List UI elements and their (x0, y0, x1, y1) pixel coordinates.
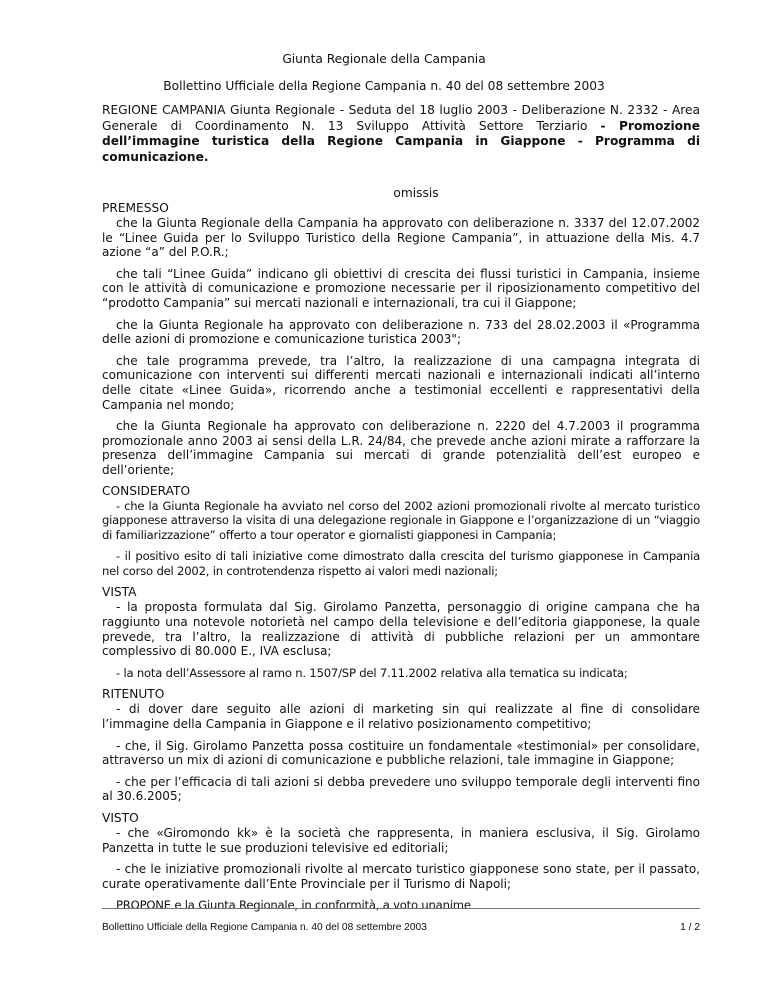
paragraph: - la nota dell’Assessore al ramo n. 1507/SP del 7.11.2002 relativa alla tematica su indicata; (116, 665, 628, 680)
paragraph-propone: PROPONE e la Giunta Regionale, in conformità, a voto unanime (116, 898, 471, 913)
page-number: 1 / 2 (680, 922, 700, 933)
deliberation-heading-text: REGIONE CAMPANIA Giunta Regionale - Seduta del 18 luglio 2003 - Deliberazione N. 2332 - Area Generale di Coordinamento N. 13 Sviluppo Attività Settore Terziario (102, 103, 700, 133)
section-ritenuto: RITENUTO (102, 687, 165, 702)
paragraph: che la Giunta Regionale della Campania ha approvato con deliberazione n. 3337 del 12.07.2002 le “Linee Guida per lo Sviluppo Turistico della Regione Campania”, in attuazione della Mis. 4.7 azione “a” del P.O.R.; (102, 216, 700, 260)
section-visto: VISTO (102, 811, 139, 825)
omissis-label: omissis (393, 186, 439, 200)
section-premesso: PREMESSO (102, 201, 169, 215)
deliberation-subject: - Promozione dell’immagine turistica della Regione Campania in Giappone - Programma di comunicazione. (102, 118, 700, 164)
footer-bulletin: Bollettino Ufficiale della Regione Campania n. 40 del 08 settembre 2003 (102, 922, 427, 933)
section-considerato: CONSIDERATO (102, 483, 191, 498)
deliberation-heading (102, 103, 700, 165)
paragraph: - che la Giunta Regionale ha avviato nel corso del 2002 azioni promozionali rivolte al mercato turistico giapponese attraverso la visita di una delegazione regionale in Giappone e l’organizzazione di un “viaggio di familiarizzazione” offerto a tour operator e giornalisti giapponesi in Campania; (102, 498, 700, 542)
paragraph: - che «Giromondo kk» è la società che rappresenta, in maniera esclusiva, il Sig. Girolamo Panzetta in tutte le sue produzioni televisive ed editoriali; (102, 826, 700, 855)
document-body (102, 103, 700, 920)
paragraph: - il positivo esito di tali iniziative come dimostrato dalla crescita del turismo giapponese in Campania nel corso del 2002, in controtendenza rispetto ai valori medi nazionali; (102, 549, 700, 578)
header-title: Giunta Regionale della Campania (282, 52, 486, 66)
paragraph: - di dover dare seguito alle azioni di marketing sin qui realizzate al fine di consolidare l’immagine della Campania in Giappone e il relativo posizionamento competitivo; (102, 702, 700, 732)
paragraph: che tale programma prevede, tra l’altro, la realizzazione di una campagna integrata di comunicazione con interventi sui differenti mercati nazionali e internazionali indicati all’interno delle citate «Linee Guida», ricorrendo anche a testimonial eccellenti e rappresentativi della Campania nel mondo; (102, 353, 700, 412)
paragraph: che tali “Linee Guida” indicano gli obiettivi di crescita dei flussi turistici in Campania, insieme con le attività di comunicazione e promozione necessarie per il riposizionamento competitivo del “prodotto Campania” sui mercati nazionali e internazionali, tra cui il Giappone; (102, 266, 700, 310)
paragraph: - che per l’efficacia di tali azioni si debba prevedere uno sviluppo temporale degli interventi fino al 30.6.2005; (102, 774, 700, 804)
header-bulletin: Bollettino Ufficiale della Regione Campania n. 40 del 08 settembre 2003 (163, 79, 605, 93)
paragraph: - la proposta formulata dal Sig. Girolamo Panzetta, personaggio di origine campana che ha raggiunto una notevole notorietà nel campo della televisione e dell’editoria giapponese, la quale prevede, tra l’altro, la realizzazione di attività di pubbliche relazioni per un ammontare complessivo di 80.000 E., IVA esclusa; (102, 600, 700, 659)
paragraph: - che, il Sig. Girolamo Panzetta possa costituire un fondamentale «testimonial» per consolidare, attraverso un mix di azioni di comunicazione e pubbliche relazioni, tale immagine in Giappone; (102, 738, 700, 768)
footer-divider (102, 908, 700, 909)
section-vista: VISTA (102, 585, 137, 600)
paragraph: che la Giunta Regionale ha approvato con deliberazione n. 2220 del 4.7.2003 il programma promozionale anno 2003 ai sensi della L.R. 24/84, che prevede anche azioni mirate a rafforzare la presenza dell’immagine Campania sui mercati di grande potenzialità dell’est europeo e dell’oriente; (102, 419, 700, 477)
paragraph: - che le iniziative promozionali rivolte al mercato turistico giapponese sono state, per il passato, curate operativamente dall’Ente Provinciale per il Turismo di Napoli; (102, 862, 700, 891)
paragraph: che la Giunta Regionale ha approvato con deliberazione n. 733 del 28.02.2003 il «Programma delle azioni di promozione e comunicazione turistica 2003"; (102, 317, 700, 347)
